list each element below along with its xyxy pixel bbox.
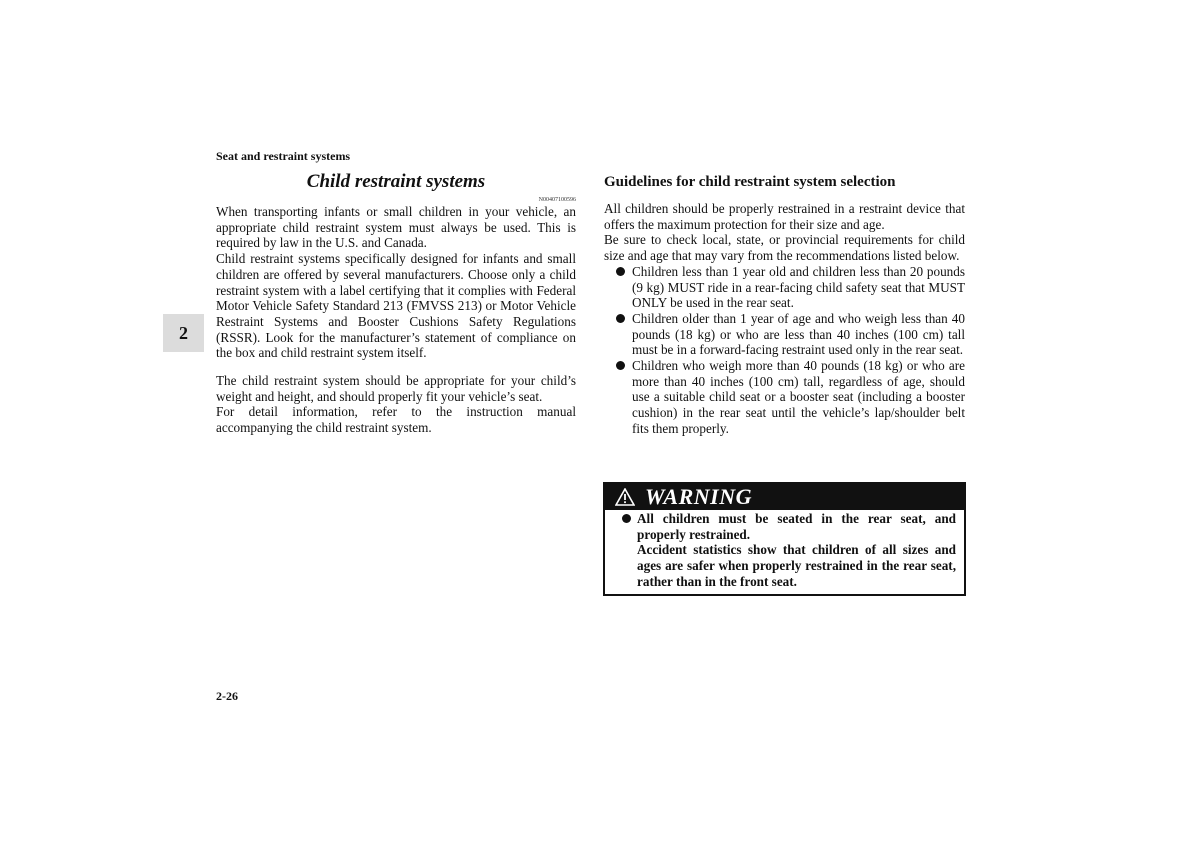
warning-title: WARNING xyxy=(645,484,753,509)
list-item-text: Children who weigh more than 40 pounds (18 kg) or who are more than 40 inches (100 cm) tall, regardless of age, should use a suitable child seat or a booster seat (including a booster cushion) in the rear seat until the vehicle’s lap/shoulder belt fits them properly. xyxy=(632,358,965,436)
guidelines-list xyxy=(604,264,965,437)
warning-item-line-1: All children must be seated in the rear seat, and properly restrained. xyxy=(637,511,956,542)
warning-body xyxy=(605,510,964,594)
warning-box xyxy=(603,482,966,596)
left-column xyxy=(216,170,576,436)
document-id: N00407100596 xyxy=(538,197,576,203)
page-title: Child restraint systems xyxy=(306,171,486,192)
section-header: Seat and restraint systems xyxy=(216,149,351,163)
intro-paragraph: When transporting infants or small children in your vehicle, an appropriate child restraint system must always be used. This is required by law in the U.S. and Canada. xyxy=(216,204,576,251)
right-column xyxy=(604,170,965,437)
list-item xyxy=(604,311,965,358)
list-item-text: Children older than 1 year of age and who weigh less than 40 pounds (18 kg) or who are less than 40 inches (100 cm) tall must be in a forward-facing restraint used only in the rear seat. xyxy=(632,310,965,358)
chapter-number: 2 xyxy=(179,322,188,343)
list-item xyxy=(604,358,965,437)
guidelines-heading: Guidelines for child restraint system selection xyxy=(604,174,896,190)
guidelines-paragraph-2: Be sure to check local, state, or provincial requirements for child size and age that may vary from the recommendations listed below. xyxy=(604,232,965,264)
warning-header xyxy=(605,484,964,510)
bullet-icon xyxy=(622,514,631,523)
warning-list xyxy=(609,511,956,590)
fit-paragraph: The child restraint system should be appropriate for your child’s weight and height, and should properly fit your vehicle’s seat. xyxy=(216,373,576,404)
list-item xyxy=(604,264,965,311)
warning-item xyxy=(609,511,956,590)
bullet-icon xyxy=(616,267,625,276)
standards-paragraph: Child restraint systems specifically designed for infants and small children are offered by several manufacturers. Choose only a child restraint system with a label certifying that it complies with Federal Motor Vehicle Safety Standard 213 (FMVSS 213) or Motor Vehicle Restraint Systems and Booster Cushions Safety Regulations (RSSR). Look for the manufacturer’s statement of compliance on the box and child restraint system itself. xyxy=(216,251,576,361)
warning-item-line-2: Accident statistics show that children of all sizes and ages are safer when properly restrained in the rear seat, rather than in the front seat. xyxy=(637,542,956,589)
guidelines-paragraph-1: All children should be properly restrained in a restraint device that offers the maximum protection for their size and age. xyxy=(604,201,965,232)
bullet-icon xyxy=(616,314,625,323)
warning-triangle-icon xyxy=(615,488,635,506)
list-item-text: Children less than 1 year old and children less than 20 pounds (9 kg) MUST ride in a rear-facing child safety seat that MUST ONLY be used in the rear seat. xyxy=(632,263,965,311)
page-number: 2-26 xyxy=(216,689,238,703)
chapter-tab xyxy=(163,314,204,352)
bullet-icon xyxy=(616,361,625,370)
instruction-paragraph: For detail information, refer to the instruction manual accompanying the child restraint system. xyxy=(216,404,576,436)
